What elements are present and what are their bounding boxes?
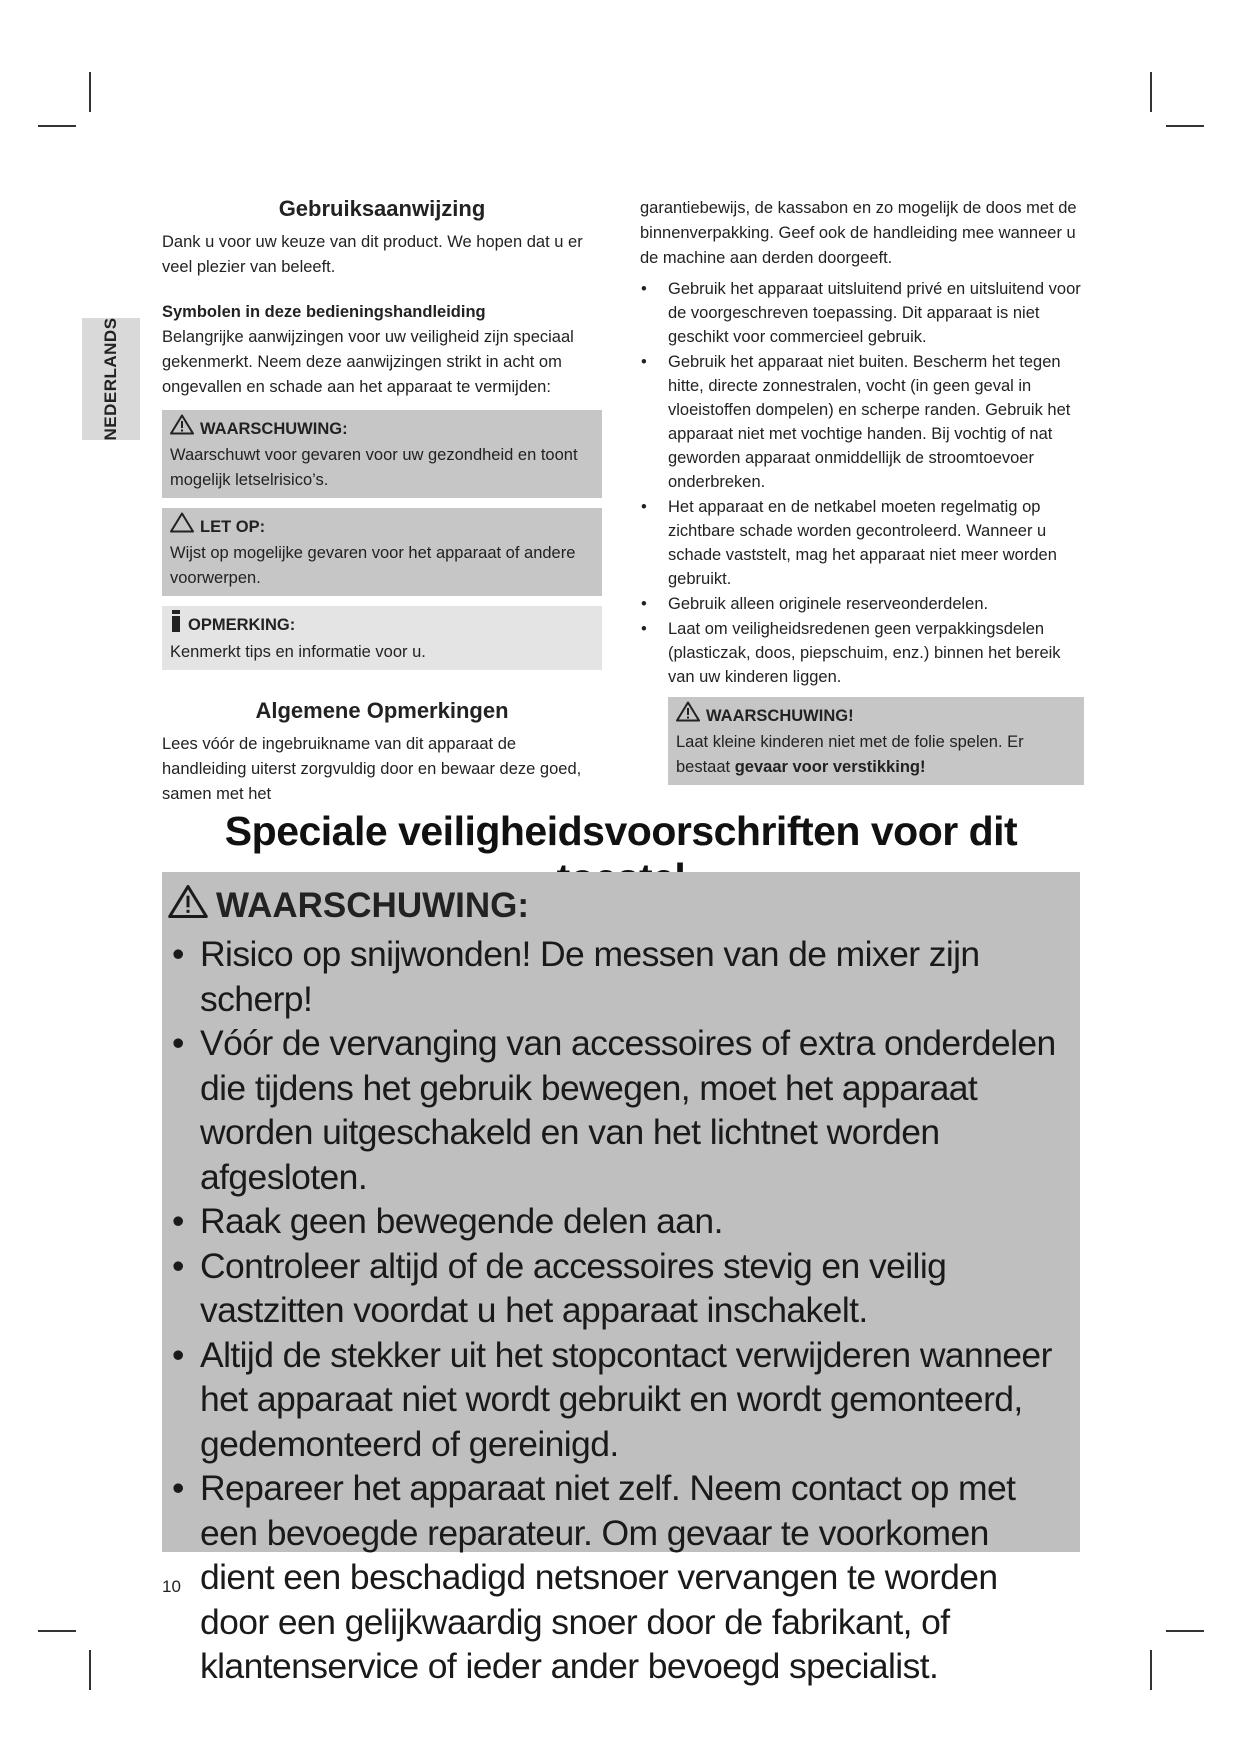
warning-triangle-icon <box>170 414 194 443</box>
list-item: • Vóór de vervanging van accessoires of extra onderdelen die tijdens het gebruik bewegen, moet het apparaat worden uitgeschakeld en van het lichtnet worden afgesloten. <box>172 1023 1056 1197</box>
list-item: • Raak geen bewegende delen aan. <box>172 1201 723 1241</box>
section-title-general: Algemene Opmerkingen <box>255 698 509 723</box>
caution-triangle-icon <box>170 512 194 541</box>
list-item: • Het apparaat en de netkabel moeten regelmatig op zichtbare schade worden gecontroleerd. Wanneer u schade vaststelt, mag het apparaat niet meer worden gebruikt. <box>641 498 1057 588</box>
foil-warning-text: Laat kleine kinderen niet met de folie spelen. Er bestaat <box>676 733 1024 776</box>
crop-mark <box>1150 72 1152 112</box>
special-bullet-list <box>168 932 1066 1689</box>
warning-triangle-icon <box>676 701 700 730</box>
warning-box-text: Waarschuwt voor gevaren voor uw gezondheid en toont mogelijk letselrisico’s. <box>170 446 578 489</box>
list-item: • Altijd de stekker uit het stopcontact verwijderen wanneer het apparaat niet wordt gebruikt en wordt gemonteerd, gedemonteerd of gereinigd. <box>172 1334 1052 1464</box>
language-tab <box>82 318 140 440</box>
caution-box-text: Wijst op mogelijke gevaren voor het apparaat of andere voorwerpen. <box>170 544 576 587</box>
crop-mark <box>1150 1650 1152 1690</box>
continued-text: garantiebewijs, de kassabon en zo mogelijk de doos met de binnenverpakking. Geef ook de handleiding mee wanneer u de machine aan derden doorgeeft. <box>640 199 1077 267</box>
section-title-instructions: Gebruiksaanwijzing <box>278 196 486 221</box>
warning-triangle-icon <box>168 884 208 928</box>
foil-warning-emphasis: gevaar voor verstikking! <box>734 758 926 776</box>
crop-mark <box>38 125 76 127</box>
crop-mark <box>89 1650 91 1690</box>
crop-mark <box>89 72 91 112</box>
list-item: • Laat om veiligheidsredenen geen verpakkingsdelen (plasticzak, doos, piepschuim, enz.) binnen het bereik van uw kinderen liggen. <box>641 620 1061 686</box>
list-item: • Controleer altijd of de accessoires stevig en veilig vastzitten voordat u het apparaat inschakelt. <box>172 1245 947 1330</box>
special-warning-title: WAARSCHUWING: <box>216 886 530 925</box>
right-column <box>640 196 1084 785</box>
crop-mark <box>1166 125 1204 127</box>
symbols-heading: Symbolen in deze bedieningshandleiding <box>162 303 486 321</box>
general-text: Lees vóór de ingebruikname van dit apparaat de handleiding uiterst zorgvuldig door en bewaar deze goed, samen met het <box>162 735 582 803</box>
caution-box-title: LET OP: <box>200 517 266 536</box>
list-item: • Repareer het apparaat niet zelf. Neem contact op met een bevoegde reparateur. Om gevaar te voorkomen dient een beschadigd netsnoer vervangen te worden door een gelijkwaardig snoer door de fabrikant, of klantenservice of ieder ander bevoegd specialist. <box>172 1468 1016 1686</box>
list-item: • Gebruik het apparaat niet buiten. Bescherm het tegen hitte, directe zonnestralen, vocht (in geen geval in vloeistoffen dompelen) en scherpe randen. Gebruik het apparaat niet met vochtige handen. Bij vochtig of nat geworden apparaat onmiddellijk de stroomtoevoer onderbreken. <box>641 353 1071 491</box>
note-box-text: Kenmerkt tips en informatie voor u. <box>170 643 426 661</box>
list-item: • Gebruik alleen originele reserveonderdelen. <box>641 595 989 613</box>
crop-mark <box>38 1630 76 1632</box>
warning-box-title: WAARSCHUWING: <box>200 419 348 438</box>
foil-warning-title: WAARSCHUWING! <box>706 706 854 725</box>
symbols-text: Belangrijke aanwijzingen voor uw veiligheid zijn speciaal gekenmerkt. Neem deze aanwijzingen strikt in acht om ongevallen en schade aan het apparaat te vermijden: <box>162 328 574 396</box>
language-tab-label: NEDERLANDS <box>101 317 120 441</box>
page-number: 10 <box>162 1577 181 1596</box>
info-icon <box>170 610 182 640</box>
list-item: • Gebruik het apparaat uitsluitend privé en uitsluitend voor de voorgeschreven toepassing. Dit apparaat is niet geschikt voor commercieel gebruik. <box>641 280 1081 346</box>
note-box <box>162 606 602 670</box>
crop-mark <box>1166 1630 1204 1632</box>
caution-box <box>162 508 602 596</box>
note-box-title: OPMERKING: <box>188 616 296 634</box>
list-item: • Risico op snijwonden! De messen van de mixer zijn scherp! <box>172 934 980 1019</box>
warning-box <box>162 410 602 498</box>
intro-text: Dank u voor uw keuze van dit product. We hopen dat u er veel plezier van beleeft. <box>162 233 583 276</box>
left-column <box>162 196 602 807</box>
special-safety-title: Speciale veiligheidsvoorschriften voor dit <box>224 808 1018 854</box>
foil-warning-box <box>668 697 1084 785</box>
general-bullet-list <box>640 277 1084 689</box>
